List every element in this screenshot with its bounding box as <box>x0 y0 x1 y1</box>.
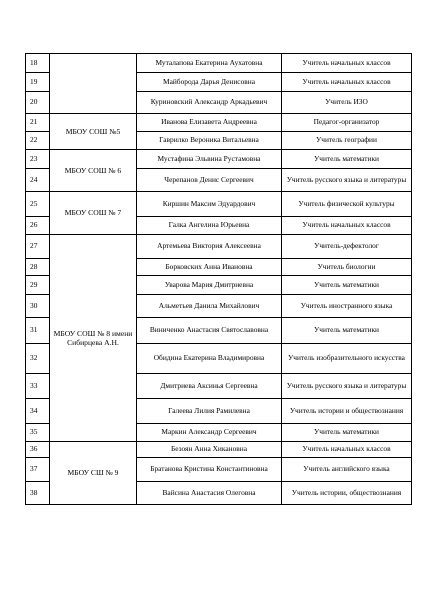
employee-name: Борковских Анна Ивановна <box>137 259 282 276</box>
employee-position: Учитель биологии <box>282 259 412 276</box>
employee-position: Учитель истории, обществознания <box>282 482 412 505</box>
employee-position: Учитель начальных классов <box>282 217 412 235</box>
row-number: 23 <box>26 150 50 169</box>
school-name: МБОУ СОШ № 6 <box>50 150 137 192</box>
employee-position: Учитель русского языка и литературы <box>282 374 412 399</box>
employee-position: Учитель изобразительного искусства <box>282 344 412 374</box>
row-number: 25 <box>26 192 50 217</box>
employee-position: Учитель ИЗО <box>282 92 412 114</box>
row-number: 22 <box>26 132 50 150</box>
row-number: 29 <box>26 276 50 295</box>
school-cell-blank <box>50 54 137 114</box>
row-number: 37 <box>26 458 50 482</box>
row-number: 24 <box>26 169 50 192</box>
employee-name: Майборода Дарья Денисовна <box>137 73 282 92</box>
table-row <box>26 54 412 73</box>
employee-name: Черепанов Денис Сергеевич <box>137 169 282 192</box>
employee-position: Учитель начальных классов <box>282 73 412 92</box>
table-row <box>26 235 412 259</box>
employee-position: Учитель английского языка <box>282 458 412 482</box>
employee-name: Иванова Елизавета Андреевна <box>137 114 282 132</box>
row-number: 18 <box>26 54 50 73</box>
employee-name: Альметьев Данила Михайлович <box>137 295 282 318</box>
table-row <box>26 442 412 458</box>
row-number: 35 <box>26 424 50 442</box>
table-row <box>26 114 412 132</box>
employee-position: Учитель географии <box>282 132 412 150</box>
employee-name: Муталапова Екатерина Аухатовна <box>137 54 282 73</box>
school-name: МБОУ СОШ №5 <box>50 114 137 150</box>
employee-name: Уварова Мария Дмитриевна <box>137 276 282 295</box>
employee-name: Галка Ангелина Юрьевна <box>137 217 282 235</box>
employee-name: Галеева Лилия Рамилевна <box>137 399 282 424</box>
row-number: 36 <box>26 442 50 458</box>
table-row <box>26 150 412 169</box>
employee-position: Учитель русского языка и литературы <box>282 169 412 192</box>
employee-position: Учитель истории и обществознания <box>282 399 412 424</box>
employee-name: Обидина Екатерина Владимировна <box>137 344 282 374</box>
row-number: 19 <box>26 73 50 92</box>
school-name: МБОУ СШ № 9 <box>50 442 137 505</box>
employee-position: Учитель математики <box>282 318 412 344</box>
employee-name: Гаврилко Вероника Витальевна <box>137 132 282 150</box>
employee-name: Маркин Александр Сергеевич <box>137 424 282 442</box>
employee-position: Учитель математики <box>282 150 412 169</box>
employee-name: Куриновский Александр Аркадьевич <box>137 92 282 114</box>
school-name: МБОУ СОШ № 7 <box>50 192 137 235</box>
employee-position: Учитель начальных классов <box>282 442 412 458</box>
row-number: 34 <box>26 399 50 424</box>
staff-table <box>25 53 412 505</box>
row-number: 32 <box>26 344 50 374</box>
row-number: 21 <box>26 114 50 132</box>
row-number: 38 <box>26 482 50 505</box>
employee-name: Безоян Анна Хикановна <box>137 442 282 458</box>
employee-name: Виниченко Анастасия Святославовна <box>137 318 282 344</box>
employee-name: Дмитриева Аксинья Сергеевна <box>137 374 282 399</box>
employee-position: Педагог-организатор <box>282 114 412 132</box>
employee-position: Учитель-дефектолог <box>282 235 412 259</box>
row-number: 31 <box>26 318 50 344</box>
row-number: 33 <box>26 374 50 399</box>
row-number: 26 <box>26 217 50 235</box>
employee-position: Учитель математики <box>282 424 412 442</box>
row-number: 30 <box>26 295 50 318</box>
table-row <box>26 192 412 217</box>
row-number: 20 <box>26 92 50 114</box>
employee-position: Учитель физической культуры <box>282 192 412 217</box>
row-number: 28 <box>26 259 50 276</box>
school-name: МБОУ СОШ № 8 имени Сибирцева А.Н. <box>50 235 137 442</box>
row-number: 27 <box>26 235 50 259</box>
employee-position: Учитель математики <box>282 276 412 295</box>
employee-position: Учитель начальных классов <box>282 54 412 73</box>
employee-name: Артемьева Виктория Алексеевна <box>137 235 282 259</box>
employee-name: Вайсина Анастасия Олеговна <box>137 482 282 505</box>
employee-name: Киршин Максим Эдуардович <box>137 192 282 217</box>
employee-position: Учитель иностранного языка <box>282 295 412 318</box>
employee-name: Мустафина Эльвина Рустамовна <box>137 150 282 169</box>
employee-name: Братанова Кристина Константиновна <box>137 458 282 482</box>
